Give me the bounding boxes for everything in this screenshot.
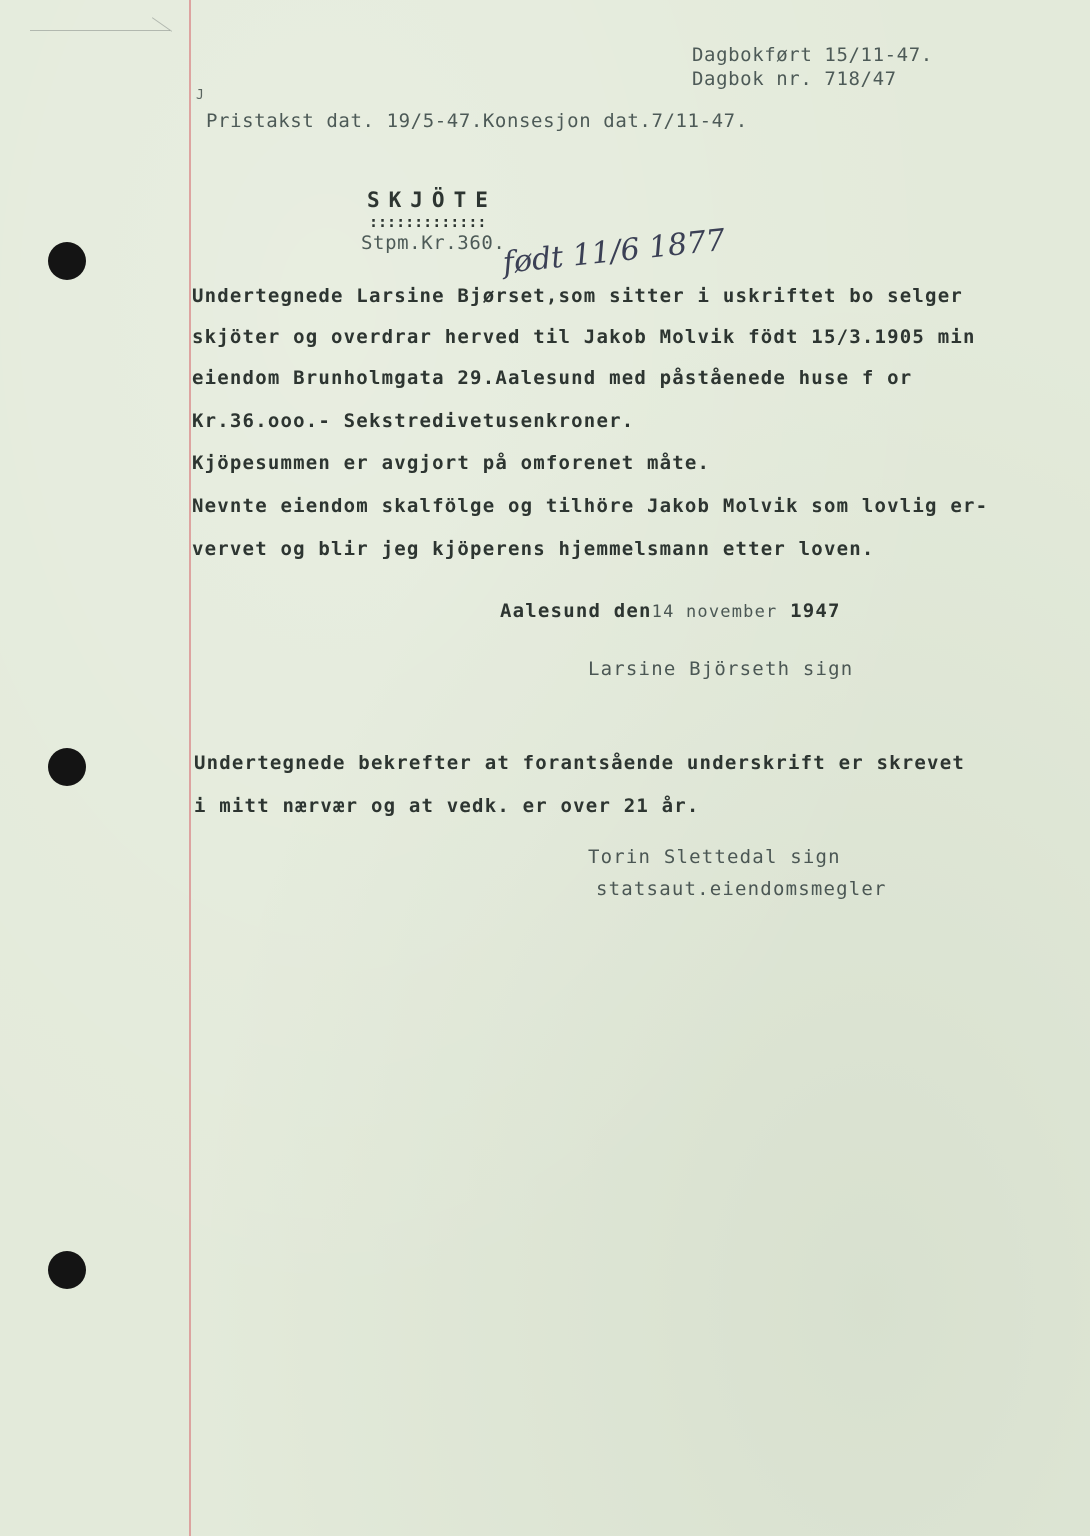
date-place: Aalesund den (500, 600, 652, 622)
seller-signature: Larsine Björseth sign (588, 658, 854, 680)
body-line-1: Undertegnede Larsine Bjørset,som sitter i uskriftet bo selger (192, 285, 963, 307)
corner-mark (30, 30, 170, 31)
handwritten-birth-note: født 11/6 1877 (501, 222, 727, 281)
dagbok-number-line: Dagbok nr. 718/47 (692, 68, 897, 90)
stamp-line: Stpm.Kr.360. (361, 232, 506, 254)
dagbokfort-line: Dagbokført 15/11-47. (692, 44, 933, 66)
body-line-2: skjöter og overdrar herved til Jakob Molvik födt 15/3.1905 min (192, 326, 976, 348)
witness-signature: Torin Slettedal sign (588, 846, 841, 868)
punch-hole-middle (48, 748, 86, 786)
witness-line-1: Undertegnede bekrefter at forantsående underskrift er skrevet (194, 752, 965, 774)
date-line (500, 600, 841, 622)
body-line-5: Kjöpesummen er avgjort på omforenet måte. (192, 452, 711, 474)
body-line-7: vervet og blir jeg kjöperens hjemmelsmann etter loven. (192, 538, 875, 560)
body-line-6: Nevnte eiendom skalfölge og tilhöre Jakob Molvik som lovlig er- (192, 495, 989, 517)
punch-hole-bottom (48, 1251, 86, 1289)
margin-mark: J (196, 88, 204, 103)
body-line-3: eiendom Brunholmgata 29.Aalesund med påståenede huse f or (192, 367, 913, 389)
witness-line-2: i mitt nærvær og at vedk. er over 21 år. (194, 795, 700, 817)
red-margin-line (189, 0, 191, 1536)
document-title: SKJÖTE (367, 188, 497, 212)
pristakst-line: Pristakst dat. 19/5-47.Konsesjon dat.7/11-47. (206, 110, 748, 132)
date-value: 14 november (651, 602, 778, 622)
date-year: 1947 (790, 600, 841, 622)
body-line-4: Kr.36.ooo.- Sekstredivetusenkroner. (192, 410, 635, 432)
punch-hole-top (48, 242, 86, 280)
title-underline: ::::::::::::: (369, 213, 487, 231)
witness-title: statsaut.eiendomsmegler (596, 878, 887, 900)
